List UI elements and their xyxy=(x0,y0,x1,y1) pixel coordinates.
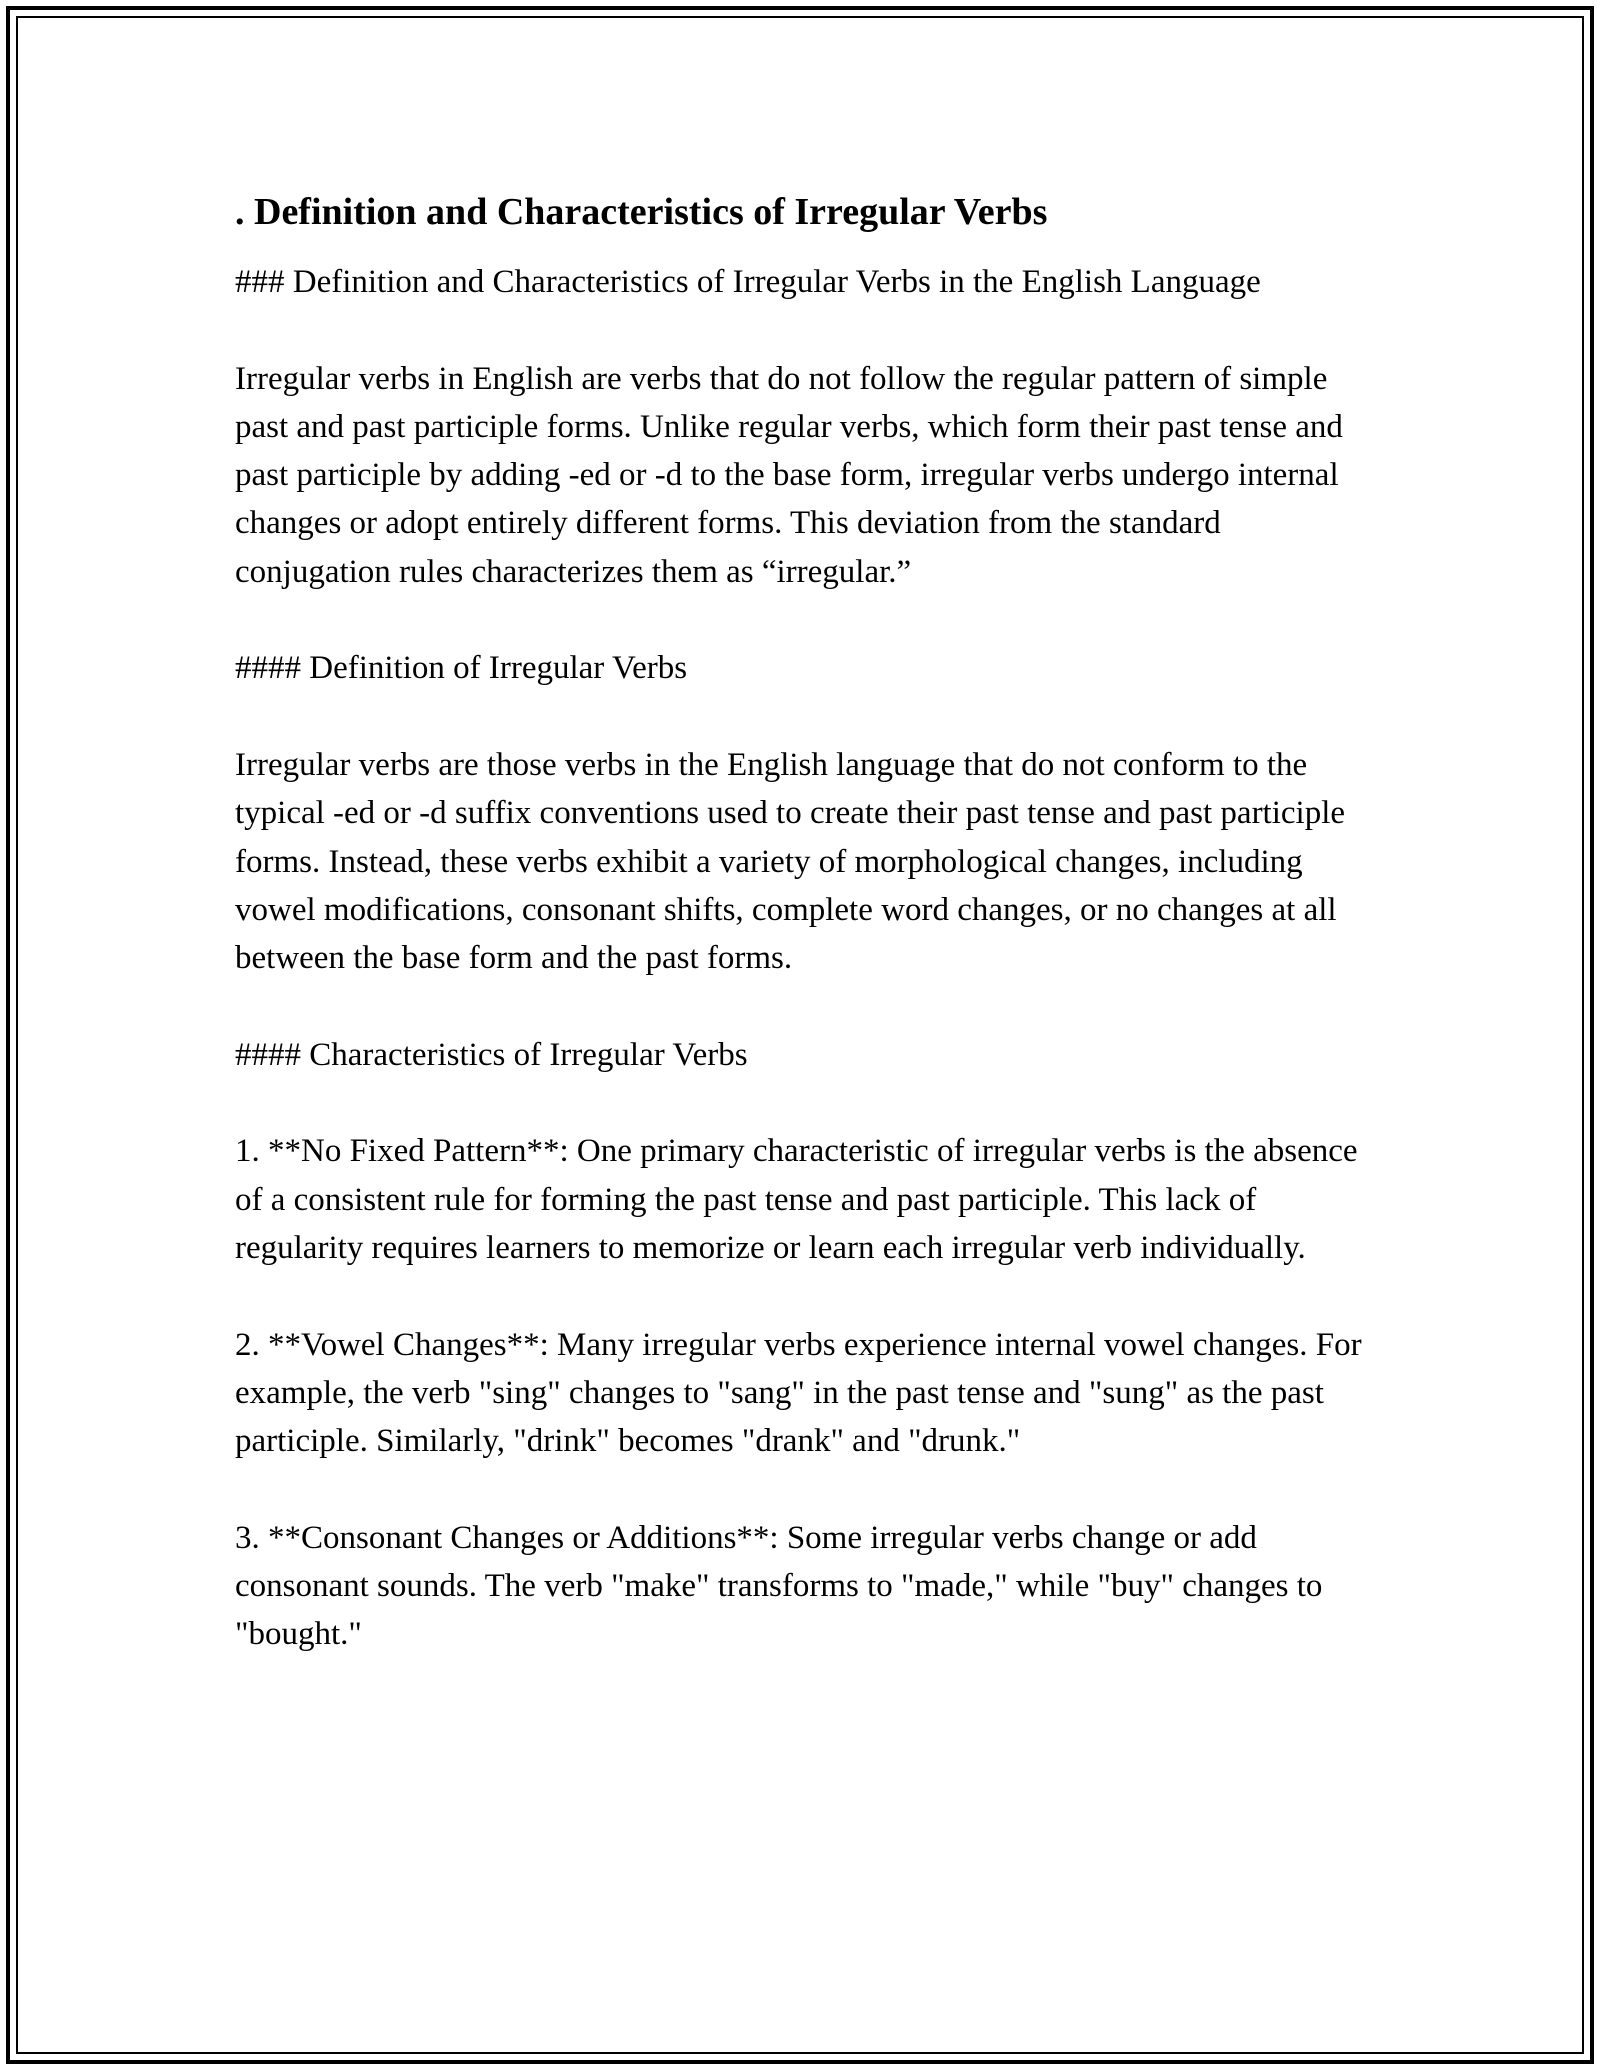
paragraph: Irregular verbs are those verbs in the English language that do not conform to the typical -ed or -d suffix conventions used to create their past tense and past participle forms. Instead, these verbs exhibit a variety of morphological changes, including vowel modifications, consonant shifts, complete word changes, or no changes at all between the base form and the past forms. xyxy=(235,746,1346,977)
list-item: 3. **Consonant Changes or Additions**: Some irregular verbs change or add consonant sounds. The verb "make" transforms to "made," while "buy" changes to "bought." xyxy=(235,1519,1323,1653)
page-title: . Definition and Characteristics of Irregular Verbs xyxy=(235,191,1048,233)
subsection-heading: #### Definition of Irregular Verbs xyxy=(235,650,688,687)
list-item: 2. **Vowel Changes**: Many irregular verbs experience internal vowel changes. For example, the verb "sing" changes to "sang" in the past tense and "sung" as the past participle. Similarly, "drink" becomes "drank" and "drunk." xyxy=(235,1326,1362,1460)
subsection-heading: #### Characteristics of Irregular Verbs xyxy=(235,1036,748,1073)
section-heading: ### Definition and Characteristics of Irregular Verbs in the English Language xyxy=(235,264,1261,300)
paragraph: Irregular verbs in English are verbs that do not follow the regular pattern of simple past and past participle forms. Unlike regular verbs, which form their past tense and past participle by adding -ed or -d to the base form, irregular verbs undergo internal changes or adopt entirely different forms. This deviation from the standard conjugation rules characterizes them as “irregular.” xyxy=(235,360,1343,590)
document-body xyxy=(235,186,1365,1659)
list-item: 1. **No Fixed Pattern**: One primary characteristic of irregular verbs is the absence of a consistent rule for forming the past tense and past participle. This lack of regularity requires learners to memorize or learn each irregular verb individually. xyxy=(235,1133,1358,1266)
